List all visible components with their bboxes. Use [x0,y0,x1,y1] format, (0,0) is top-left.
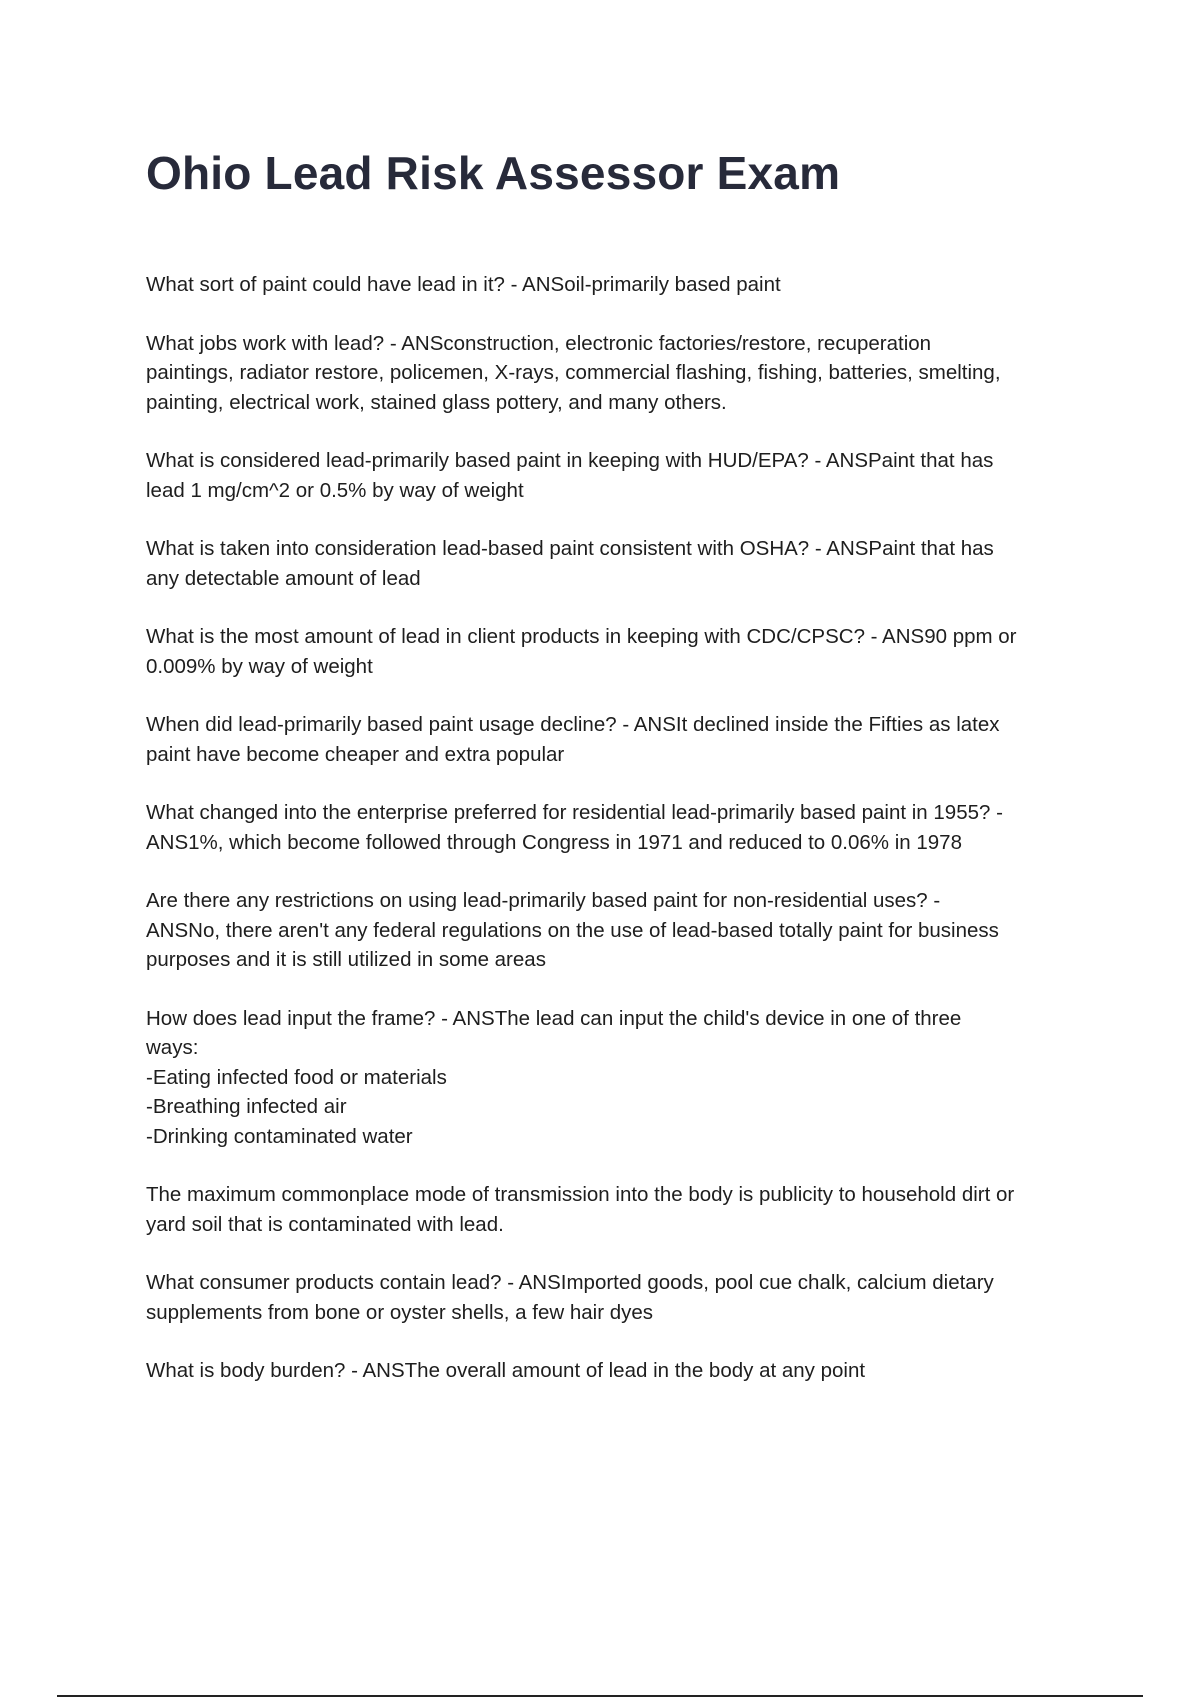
text-line: When did lead-primarily based paint usage decline? - ANSIt declined inside the Fifties as latex [146,713,1000,736]
text-line: purposes and it is still utilized in some areas [146,948,546,971]
text-line: The maximum commonplace mode of transmission into the body is publicity to household dirt or [146,1183,1015,1206]
text-line: What consumer products contain lead? - ANSImported goods, pool cue chalk, calcium dietary [146,1271,994,1294]
text-line: ANSNo, there aren't any federal regulations on the use of lead-based totally paint for business [146,918,999,942]
text-line: supplements from bone or oyster shells, a few hair dyes [146,1300,654,1324]
text-line: What is taken into consideration lead-based paint consistent with OSHA? - ANSPaint that has [146,537,994,560]
text-line: -Eating infected food or materials [146,1065,447,1089]
qa-entry [146,710,1096,769]
text-line: Are there any restrictions on using lead-primarily based paint for non-residential uses? - [146,889,941,912]
text-line: yard soil that is contaminated with lead. [146,1212,504,1236]
text-line: -Drinking contaminated water [146,1124,413,1148]
qa-entry [146,1268,1096,1327]
text-line: ANS1%, which become followed through Congress in 1971 and reduced to 0.06% in 1978 [146,830,962,854]
qa-entry [146,1356,1096,1386]
text-line: painting, electrical work, stained glass pottery, and many others. [146,390,727,414]
text-line: What sort of paint could have lead in it? - ANSoil-primarily based paint [146,273,781,296]
text-line: What is body burden? - ANSThe overall amount of lead in the body at any point [146,1359,866,1382]
text-line: ways: [146,1036,199,1059]
qa-entry [146,886,1096,975]
page-title: Ohio Lead Risk Assessor Exam [146,147,841,199]
text-line: paintings, radiator restore, policemen, X-rays, commercial flashing, fishing, batteries, smelting, [146,361,1001,384]
text-line: paint have become cheaper and extra popular [146,742,565,766]
qa-entry [146,270,1096,300]
page-bottom-divider [57,1695,1143,1697]
text-line: What is the most amount of lead in client products in keeping with CDC/CPSC? - ANS90 ppm or [146,625,1017,648]
text-line: What jobs work with lead? - ANSconstruction, electronic factories/restore, recuperation [146,331,932,355]
qa-entry [146,1004,1096,1152]
qa-entry [146,1180,1096,1239]
qa-entry [146,622,1096,681]
qa-entry [146,798,1096,857]
text-line: How does lead input the frame? - ANSThe lead can input the child's device in one of three [146,1006,962,1030]
text-line: What changed into the enterprise preferred for residential lead-primarily based paint in 1955? - [146,801,1003,824]
text-line: -Breathing infected air [146,1095,347,1118]
qa-list [146,270,1096,1415]
qa-entry [146,534,1096,593]
qa-entry [146,329,1096,418]
text-line: any detectable amount of lead [146,566,421,590]
text-line: 0.009% by way of weight [146,654,373,678]
text-line: lead 1 mg/cm^2 or 0.5% by way of weight [146,478,524,502]
text-line: What is considered lead-primarily based paint in keeping with HUD/EPA? - ANSPaint that has [146,449,994,472]
qa-entry [146,446,1096,505]
